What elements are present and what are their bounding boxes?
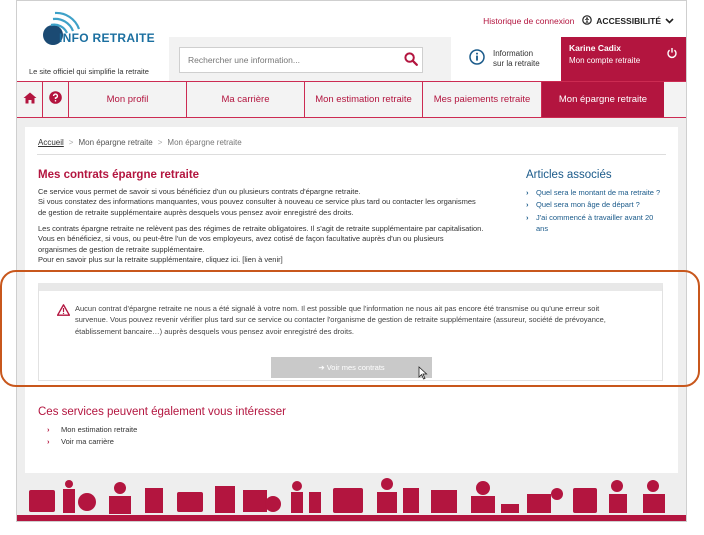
- nav-item-paiements[interactable]: Mes paiements retraite: [423, 82, 542, 117]
- search-icon: [404, 54, 418, 69]
- accessibility-menu[interactable]: [582, 15, 674, 27]
- help-icon: [49, 91, 62, 109]
- related-item-label: J'ai commencé à travailler avant 20 ans: [536, 212, 654, 233]
- breadcrumb-level1[interactable]: Mon épargne retraite: [78, 138, 153, 147]
- no-contract-alert: [38, 283, 663, 381]
- info-icon: [469, 49, 485, 70]
- services-title: Ces services peuvent également vous intéresser: [38, 406, 287, 418]
- chevron-right-icon: ›: [526, 188, 529, 197]
- related-item[interactable]: [526, 199, 666, 210]
- top-links: [483, 15, 674, 27]
- page-title: Mes contrats épargne retraite: [38, 169, 200, 181]
- chevron-right-icon: ›: [526, 212, 529, 222]
- chevron-right-icon: >: [68, 138, 74, 147]
- account-panel[interactable]: [561, 37, 686, 81]
- related-item[interactable]: [526, 187, 666, 198]
- intro-text: [38, 187, 516, 265]
- accessibility-label: ACCESSIBILITÉ: [596, 16, 661, 26]
- chevron-right-icon: ›: [47, 425, 50, 434]
- logo-text: INFO RETRAITE: [59, 31, 155, 45]
- learn-more-link[interactable]: Pour en savoir plus sur la retraite supplémentaire, cliquez ici. [lien à venir]: [38, 255, 283, 265]
- site-header: [17, 1, 686, 81]
- intro-paragraph-1: [38, 187, 516, 218]
- chevron-right-icon: ›: [526, 200, 529, 210]
- intro-paragraph-2: [38, 224, 516, 265]
- info-text: [493, 49, 540, 69]
- main-nav: [17, 81, 686, 118]
- service-item-label: Mon estimation retraite: [61, 425, 138, 434]
- nav-item-epargne[interactable]: Mon épargne retraite: [542, 82, 664, 117]
- chevron-right-icon: ›: [47, 437, 50, 446]
- chevron-right-icon: >: [157, 138, 163, 147]
- service-item-label: Voir ma carrière: [61, 437, 114, 446]
- related-list: [526, 187, 666, 234]
- related-articles: [526, 169, 666, 235]
- info-line1: Information: [493, 49, 534, 58]
- nav-item-estimation[interactable]: Mon estimation retraite: [305, 82, 423, 117]
- history-link[interactable]: Historique de connexion: [483, 16, 575, 26]
- text-line: Si vous constatez des informations manquantes, vous pouvez consulter à nouveau ce service plus tard ou contacter les organismes: [38, 197, 476, 207]
- related-item-label: Quel sera mon âge de départ ?: [536, 200, 640, 210]
- browser-page: [16, 0, 687, 522]
- accessibility-icon: [582, 15, 592, 27]
- nav-help[interactable]: [43, 82, 69, 117]
- related-title: Articles associés: [526, 169, 612, 181]
- alert-message: [75, 303, 655, 337]
- text-line: Ce service vous permet de savoir si vous bénéficiez d'un ou plusieurs contrats d'épargne retraite.: [38, 187, 361, 196]
- info-retraite-link[interactable]: [451, 37, 561, 81]
- power-icon[interactable]: [666, 46, 678, 64]
- breadcrumb-current: Mon épargne retraite: [167, 138, 242, 147]
- text-line: établissement bancaire…) auprès desquels vous pensez avoir enregistré des droits.: [75, 326, 354, 336]
- info-line2: sur la retraite: [493, 59, 540, 68]
- account-name: Karine Cadix: [569, 43, 621, 53]
- chevron-down-icon: [665, 16, 674, 26]
- search-button[interactable]: [401, 50, 421, 70]
- main-content: [25, 127, 678, 473]
- warning-icon: [57, 303, 70, 321]
- nav-home[interactable]: [17, 82, 43, 117]
- text-line: Les contrats épargne retraite ne relèvent pas des régimes de retraite obligatoires. Il s'agit de retraite supplémentaire par capitalisation.: [38, 224, 484, 234]
- mouse-cursor-icon: [418, 366, 428, 385]
- services-list: [47, 424, 137, 448]
- footer-illustration: [17, 474, 686, 521]
- breadcrumb-home[interactable]: Accueil: [38, 138, 64, 147]
- home-icon: [23, 91, 37, 109]
- text-line: organismes de gestion de retraite supplémentaire.: [38, 244, 205, 254]
- view-contracts-button[interactable]: ➔ Voir mes contrats: [271, 357, 432, 378]
- breadcrumb: [38, 138, 242, 147]
- nav-item-carriere[interactable]: Ma carrière: [187, 82, 305, 117]
- nav-item-profil[interactable]: Mon profil: [69, 82, 187, 117]
- info-retraite-logo[interactable]: [31, 11, 181, 49]
- account-link[interactable]: Mon compte retraite: [569, 56, 641, 65]
- related-item-label: Quel sera le montant de ma retraite ?: [536, 188, 661, 197]
- text-line: survenue. Vous pouvez revenir vérifier plus tard sur ce service ou contacter l'organisme de gestion de retraite supplémentaire (assureur, société de prévoyance,: [75, 315, 606, 325]
- tagline: Le site officiel qui simplifie la retraite: [29, 67, 149, 76]
- text-line: Vous en bénéficiez, si vous, ou peut-être l'un de vos employeurs, avez cotisé de façon facultative auprès d'un ou plusieurs: [38, 234, 444, 244]
- text-line: Aucun contrat d'épargne retraite ne nous a été signalé à votre nom. Il est possible que l'information ne nous ait pas encore été transmise ou qu'une erreur soit: [75, 304, 600, 313]
- text-line: de gestion de retraite supplémentaire auprès desquels vous pensez avoir enregistré des droits.: [38, 207, 354, 217]
- service-item[interactable]: [47, 424, 137, 436]
- search-input[interactable]: [179, 47, 423, 73]
- related-item[interactable]: [526, 212, 666, 235]
- search-zone: [169, 37, 451, 81]
- divider: [37, 154, 666, 155]
- footer-pictograms-icon: [17, 474, 686, 521]
- service-item[interactable]: [47, 436, 137, 448]
